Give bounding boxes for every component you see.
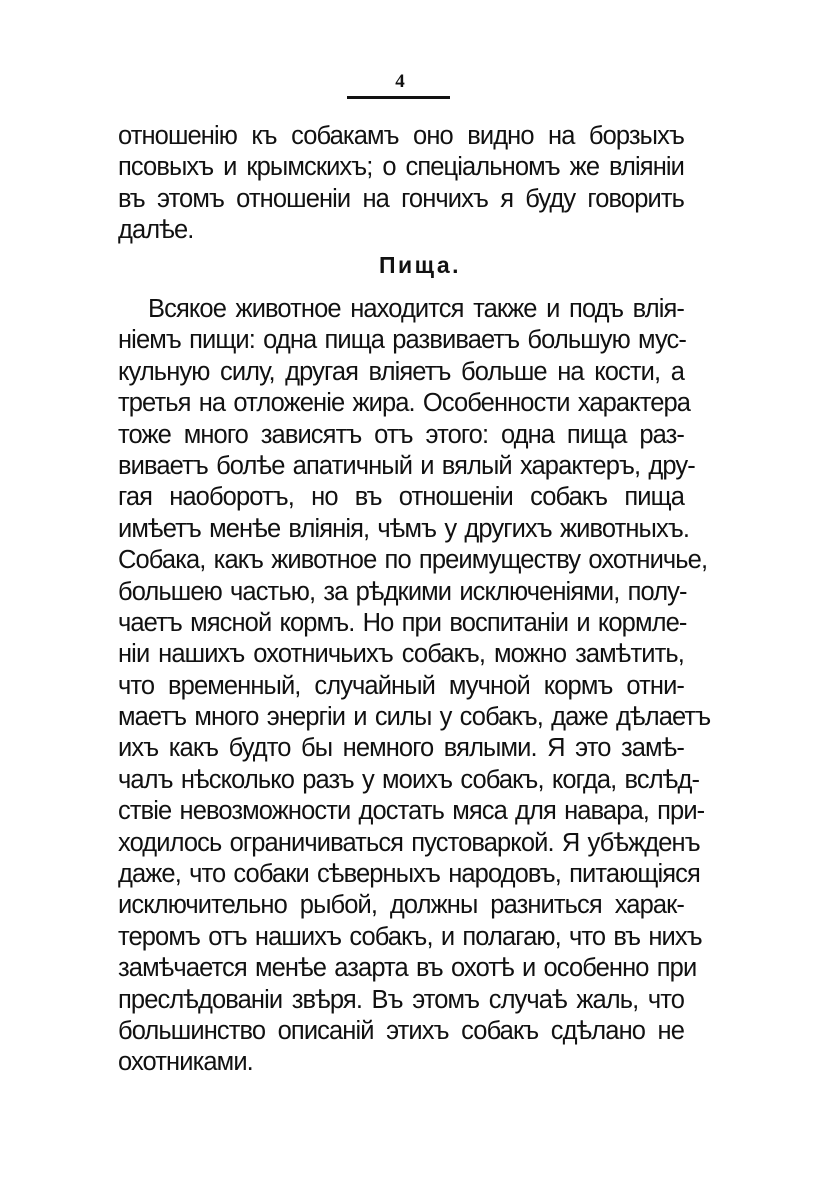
text-line: ствіе невозможности достать мяса для навара, при- [118,797,705,826]
text-line: псовыхъ и крымскихъ; о спеціальномъ же вліяніи [118,153,684,182]
page-number: 4 [395,71,405,92]
text-line: ходилось ограничиваться пустоваркой. Я убѣжденъ [118,828,700,857]
text-line: ніи нашихъ охотничьихъ собакъ, можно замѣтить, [118,640,684,669]
text-line: ніемъ пищи: одна пища развиваетъ большую мус- [118,326,686,355]
text-line: исключительно рыбой, должны разниться харак- [118,891,684,920]
text-line: маетъ много энергіи и силы у собакъ, даже дѣлаетъ [118,703,711,732]
text-line: теромъ отъ нашихъ собакъ, и полагаю, что въ нихъ [118,922,702,951]
text-line: замѣчается менѣе азарта въ охотѣ и особенно при [118,954,697,983]
section-heading: Пища. [378,252,462,278]
text-line: кульную силу, другая вліяетъ больше на кости, а [118,357,684,386]
text-line: чалъ нѣсколько разъ у моихъ собакъ, когда, вслѣд- [118,765,700,794]
text-line: отношенію къ собакамъ оно видно на борзыхъ [118,122,684,150]
text-line: ихъ какъ будто бы немного вялыми. Я это замѣ- [118,734,684,763]
text-line: что временный, случайный мучной кормъ отни- [118,671,684,700]
text-line: преслѣдованіи звѣря. Въ этомъ случаѣ жаль, что [118,985,684,1014]
text-line: имѣетъ менѣе вліянія, чѣмъ у другихъ животныхъ. [118,514,690,543]
text-line: Собака, какъ животное по преимуществу охотничье, [118,546,708,575]
paragraph-food [118,294,711,1079]
text-line: большею частью, за рѣдкими исключеніями, полу- [118,577,687,606]
text-line: третья на отложеніе жира. Особенности характера [118,389,691,418]
text-line: Всякое животное находится также и подъ влія- [148,295,684,323]
text-line: виваетъ болѣе апатичный и вялый характеръ, дру- [118,451,695,480]
text-line: охотниками. [118,1048,253,1077]
text-line: чаетъ мясной кормъ. Но при воспитаніи и кормле- [118,608,687,637]
text-line: тоже много зависятъ отъ этого: одна пища раз- [118,420,684,449]
text-line: даже, что собаки сѣверныхъ народовъ, питающіяся [118,860,700,889]
paragraph-continuation [118,121,684,247]
text-line: гая наоборотъ, но въ отношеніи собакъ пища [118,483,684,512]
header-rule [347,96,450,99]
text-line: большинство описаній этихъ собакъ сдѣлано не [118,1016,684,1045]
text-line: далѣе. [118,216,194,245]
text-line: въ этомъ отношеніи на гончихъ я буду говорить [118,184,684,213]
